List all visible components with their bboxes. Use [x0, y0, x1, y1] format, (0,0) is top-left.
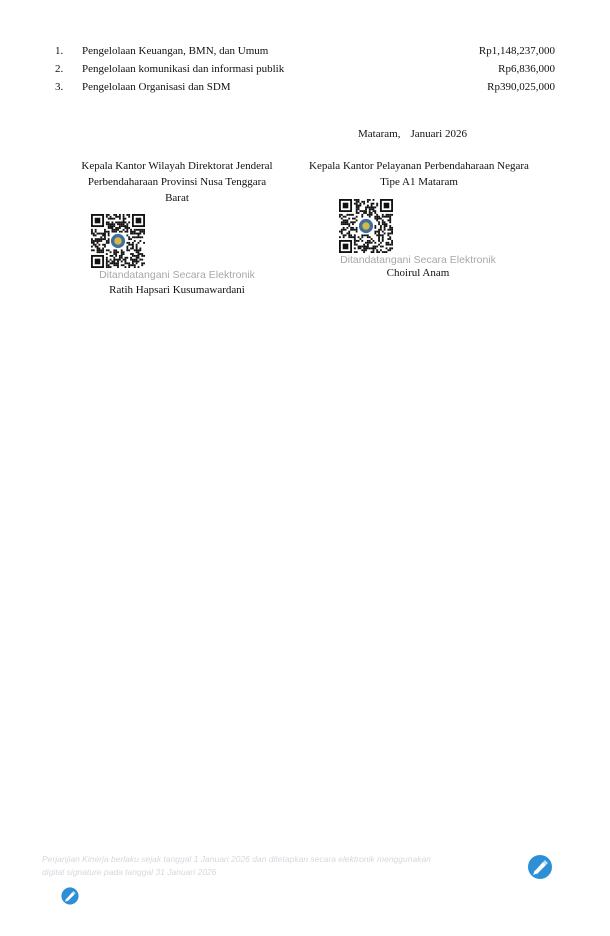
row-label: Pengelolaan Keuangan, BMN, dan Umum [82, 45, 269, 57]
signed-electronically-note: Ditandatangani Secara Elektronik [99, 269, 255, 281]
date-month-year: Januari 2026 [410, 128, 467, 140]
row-amount: Rp1,148,237,000 [478, 45, 555, 57]
signatory-name: Choirul Anam [386, 267, 450, 279]
signed-electronically-note: Ditandatangani Secara Elektronik [340, 254, 496, 266]
bsre-logo-icon [526, 853, 554, 881]
bsre-logo-icon [60, 886, 80, 906]
title-line: Kepala Kantor Pelayanan Perbendaharaan Negara [309, 160, 529, 172]
title-line: Perbendaharaan Provinsi Nusa Tenggara [87, 176, 267, 188]
row-label: Pengelolaan Organisasi dan SDM [82, 81, 231, 93]
place-date [358, 128, 467, 140]
signatory-title [290, 158, 548, 190]
qr-code-icon [339, 199, 393, 253]
footer-note [42, 853, 522, 879]
row-label: Pengelolaan komunikasi dan informasi publik [82, 63, 285, 75]
title-line: Kepala Kantor Wilayah Direktorat Jenderal [81, 160, 273, 172]
row-number: 1. [55, 45, 64, 57]
budget-row [0, 42, 610, 60]
budget-row [0, 78, 610, 96]
title-line: Tipe A1 Mataram [380, 176, 458, 188]
row-amount: Rp6,836,000 [498, 63, 555, 75]
place-city: Mataram, [358, 128, 401, 140]
row-amount: Rp390,025,000 [487, 81, 555, 93]
row-number: 3. [55, 81, 64, 93]
title-line: Barat [165, 192, 189, 204]
row-number: 2. [55, 63, 64, 75]
signatory-title [64, 158, 290, 206]
footer-line: Perjanjian Kinerja berlaku sejak tanggal 1 Januari 2026 dan ditetapkan secara elektronik menggunakan [42, 854, 431, 864]
qr-code-icon [91, 214, 145, 268]
signatory-name: Ratih Hapsari Kusumawardani [109, 284, 245, 296]
footer-line: digital signature pada tanggal 31 Januari 2026 [42, 867, 217, 877]
budget-row [0, 60, 610, 78]
